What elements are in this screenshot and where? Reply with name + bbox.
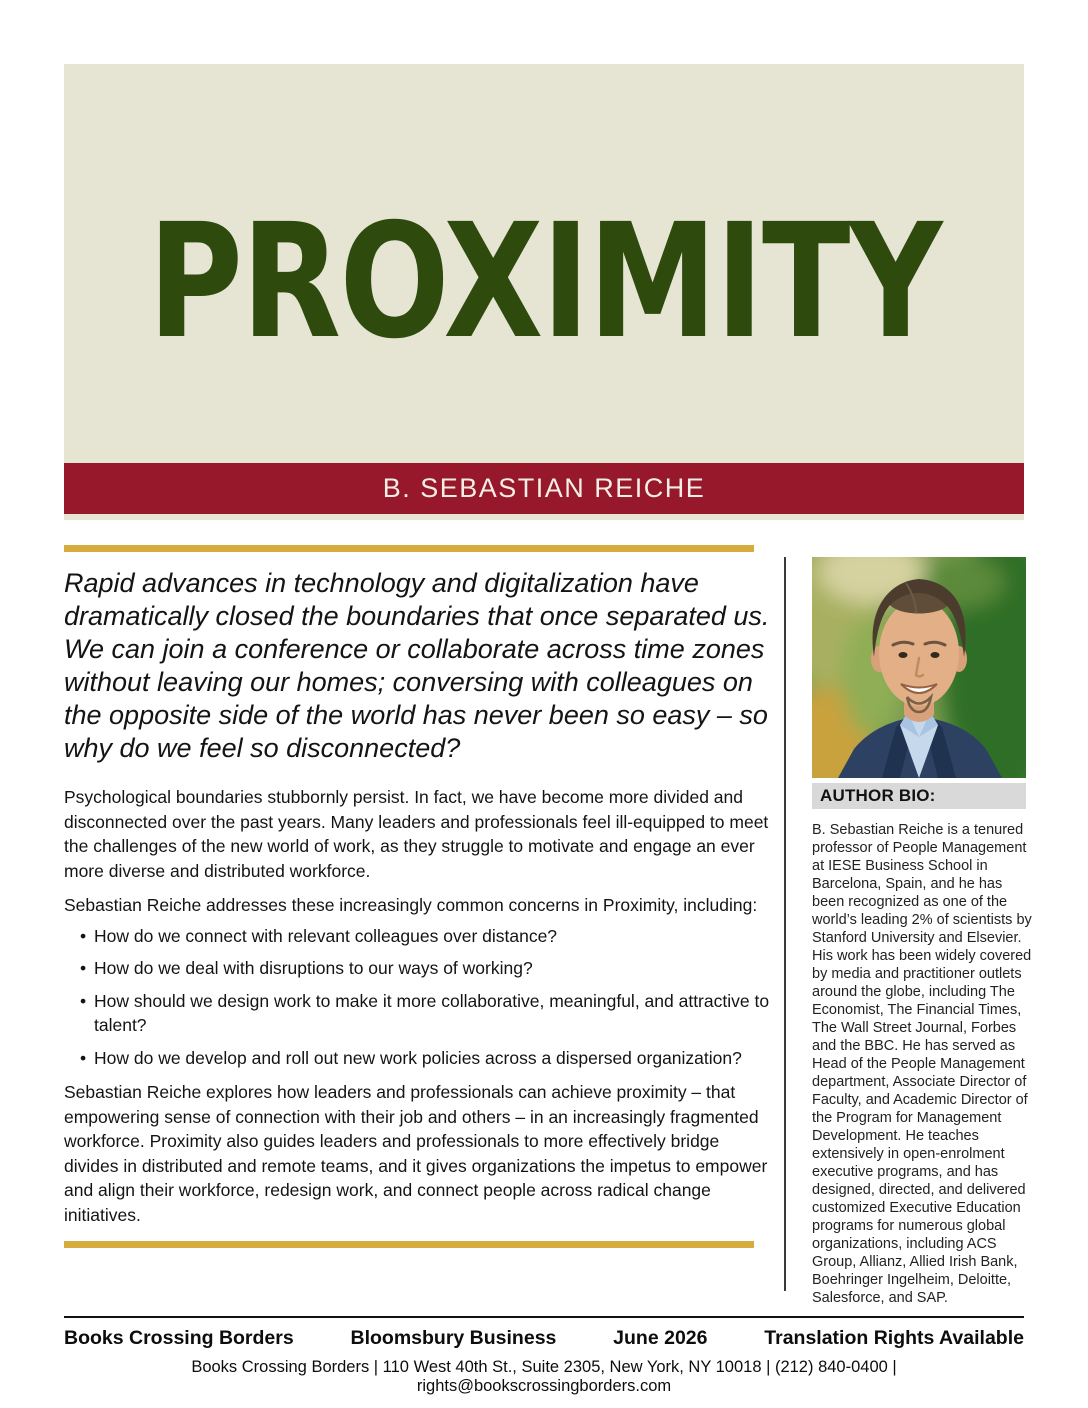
author-sidebar [812, 557, 1032, 1307]
bottom-gold-rule [64, 1241, 754, 1248]
book-cover [64, 64, 1024, 520]
footer-pub-date: June 2026 [613, 1327, 708, 1349]
author-bio-text: B. Sebastian Reiche is a tenured professor of People Management at IESE Business School in Barcelona, Spain, and he has been recognized as one of the world’s leading 2% of scientists by Stanford University and Elsevier. His work has been widely covered by media and practitioner outlets around the globe, including The Economist, The Financial Times, The Wall Street Journal, Forbes and the BBC. He has served as Head of the People Management department, Associate Director of Faculty, and Academic Director of the Program for Management Development. He teaches extensively in open-enrolment executive programs, and has designed, directed, and delivered customized Executive Education programs for numerous global organizations, including ACS Group, Allianz, Allied Irish Bank, Boehringer Ingelheim, Deloitte, Salesforce, and SAP. [812, 822, 1032, 1306]
author-photo [812, 557, 1026, 778]
question-bullet-list [64, 924, 774, 1071]
author-banner-text: B. SEBASTIAN REICHE [382, 473, 706, 503]
footer-contact-line: Books Crossing Borders | 110 West 40th St., Suite 2305, New York, NY 10018 | (212) 840-0400 | rights@bookscrossingborders.com [191, 1358, 897, 1395]
main-column [64, 545, 774, 1248]
body-paragraph-2: Sebastian Reiche addresses these increasingly common concerns in Proximity, including: [64, 895, 758, 915]
author-portrait-illustration [812, 557, 1026, 778]
vertical-divider [784, 557, 786, 1291]
bullet-item: • How should we design work to make it more collaborative, meaningful, and attractive to talent? [80, 989, 774, 1038]
bullet-item: • How do we develop and roll out new work policies across a dispersed organization? [80, 1046, 774, 1071]
body-paragraph-3: Sebastian Reiche explores how leaders and professionals can achieve proximity – that empowering sense of connection with their job and others – in an increasingly fragmented workforce. Proximity also guides leaders and professionals to more effectively bridge divides in distributed and remote teams, and it gives organizations the impetus to empower and align their workforce, redesign work, and connect people across radical change initiatives. [64, 1082, 768, 1225]
intro-paragraph: Rapid advances in technology and digitalization have dramatically closed the boundaries that once separated us. We can join a conference or collaborate across time zones without leaving our homes; conversing with colleagues on the opposite side of the world has never been so easy – so why do we feel so disconnected? [64, 568, 770, 763]
footer-imprint: Bloomsbury Business [350, 1327, 557, 1349]
footer-rule [64, 1316, 1024, 1318]
author-bio-header [812, 783, 1026, 809]
footer-info-row [64, 1327, 1024, 1350]
bullet-item: • How do we deal with disruptions to our ways of working? [80, 956, 774, 981]
footer-rights: Translation Rights Available [764, 1327, 1024, 1349]
top-gold-rule [64, 545, 754, 552]
author-bio-header-label: AUTHOR BIO: [820, 786, 936, 805]
book-title: PROXIMITY [147, 190, 941, 374]
body-paragraph-1: Psychological boundaries stubbornly persist. In fact, we have become more divided and disconnected over the past years. Many leaders and professionals feel ill-equipped to meet the challenges of the new world of work, as they struggle to motivate and engage an ever more diverse and distributed workforce. [64, 787, 769, 881]
author-banner [64, 463, 1024, 514]
bullet-item: • How do we connect with relevant colleagues over distance? [80, 924, 774, 949]
footer-publisher: Books Crossing Borders [64, 1327, 294, 1349]
